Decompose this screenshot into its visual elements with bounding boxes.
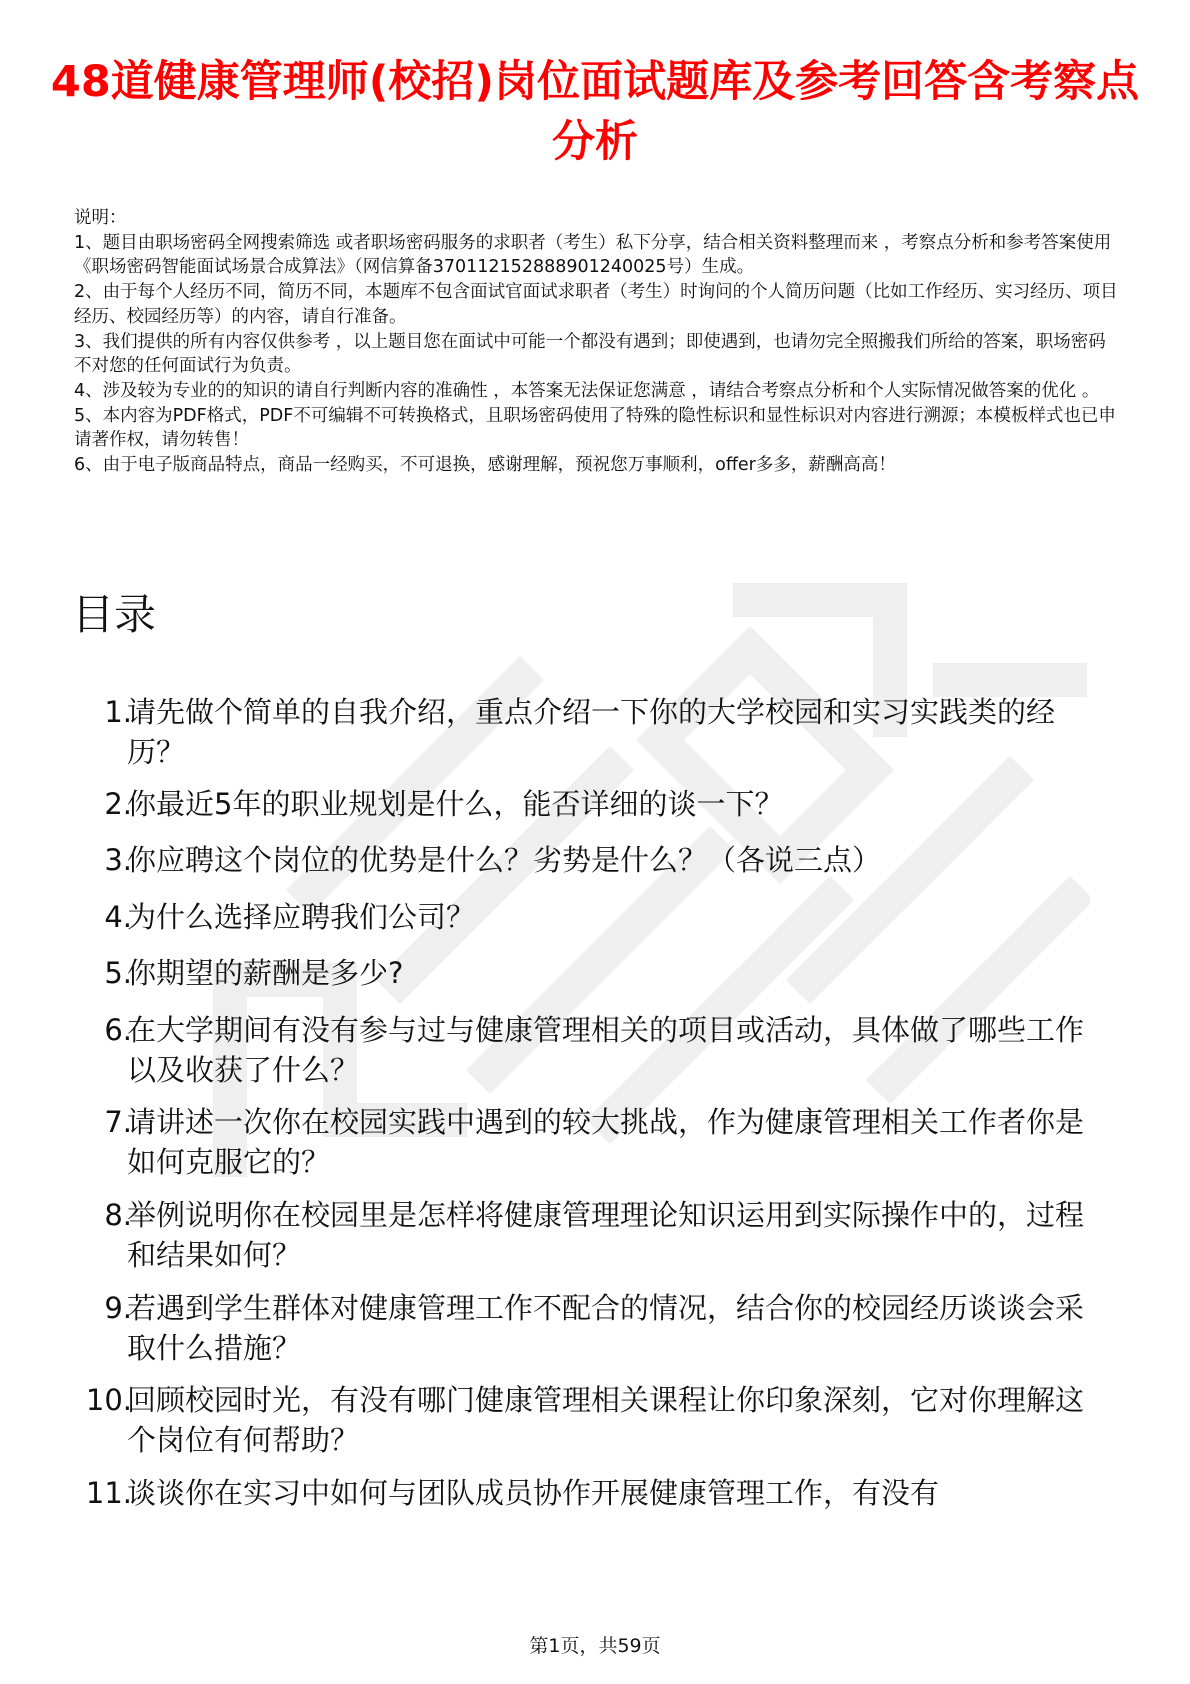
notes-item: 5、本内容为PDF格式，PDF不可编辑不可转换格式，且职场密码使用了特殊的隐性标识和显性标识对内容进行溯源；本模板样式也已申请著作权，请勿转售！ [74, 405, 1116, 451]
notes-item: 2、由于每个人经历不同，简历不同，本题库不包含面试官面试求职者（考生）时询问的个人简历问题（比如工作经历、实习经历、项目经历、校园经历等）的内容，请自行准备。 [74, 282, 1118, 327]
notes-item: 4、涉及较为专业的的知识的请自行判断内容的准确性 ，本答案无法保证您满意 ，请结合考察点分析和个人实际情况做答案的优化 。 [74, 380, 1100, 401]
notes-item: 3、我们提供的所有内容仅供参考 ，以上题目您在面试中可能一个都没有遇到；即使遇到，也请勿完全照搬我们所给的答案，职场密码不对您的任何面试行为负责。 [74, 331, 1106, 377]
toc-item-text: 为什么选择应聘我们公司？ [127, 900, 476, 934]
toc-item-text: 若遇到学生群体对健康管理工作不配合的情况，结合你的校园经历谈谈会采取什么措施？ [127, 1291, 1085, 1365]
notes-heading: 说明： [74, 208, 127, 228]
toc-item-number: 6. [104, 1013, 132, 1047]
notes-item: 1、题目由职场密码全网搜索筛选 或者职场密码服务的求职者（考生）私下分享，结合相关资料整理而来 ，考察点分析和参考答案使用《职场密码智能面试场景合成算法》（网信算备370112152888901240025号）生成。 [74, 232, 1112, 278]
toc-item-text: 你期望的薪酬是多少? [127, 956, 404, 990]
toc-item-number: 9. [104, 1291, 132, 1325]
toc-item-text: 在大学期间有没有参与过与健康管理相关的项目或活动，具体做了哪些工作以及收获了什么？ [127, 1013, 1085, 1087]
page-footer: 第1页，共59页 [529, 1635, 661, 1657]
document-title: 48道健康管理师(校招)岗位面试题库及参考回答含考察点分析 [50, 57, 1140, 167]
toc-item-number: 11. [85, 1476, 132, 1510]
toc-item-number: 7. [104, 1105, 132, 1139]
toc-item-text: 请讲述一次你在校园实践中遇到的较大挑战，作为健康管理相关工作者你是如何克服它的？ [127, 1105, 1085, 1179]
notes-section [74, 206, 1119, 478]
toc-item-number: 10. [85, 1383, 132, 1417]
toc-item-text: 你最近5年的职业规划是什么，能否详细的谈一下？ [127, 787, 784, 821]
toc-item-number: 4. [104, 900, 132, 934]
toc-item-number: 8. [104, 1198, 132, 1232]
toc-item-number: 2. [104, 787, 132, 821]
toc-item-number: 3. [104, 843, 132, 877]
toc-item-text: 你应聘这个岗位的优势是什么？劣势是什么？（各说三点） [127, 843, 882, 877]
toc-item-number: 5. [104, 956, 132, 990]
notes-item: 6、由于电子版商品特点，商品一经购买，不可退换，感谢理解，预祝您万事顺利，offer多多，薪酬高高！ [74, 455, 896, 476]
toc-item-text: 举例说明你在校园里是怎样将健康管理理论知识运用到实际操作中的，过程和结果如何？ [127, 1198, 1085, 1272]
toc-item-text: 谈谈你在实习中如何与团队成员协作开展健康管理工作，有没有 [127, 1476, 940, 1510]
toc-item-text: 请先做个简单的自我介绍，重点介绍一下你的大学校园和实习实践类的经历？ [127, 695, 1056, 769]
toc-item-text: 回顾校园时光，有没有哪门健康管理相关课程让你印象深刻，它对你理解这个岗位有何帮助？ [127, 1383, 1085, 1457]
toc-item-number: 1. [104, 695, 132, 729]
toc-heading: 目录 [72, 590, 157, 639]
